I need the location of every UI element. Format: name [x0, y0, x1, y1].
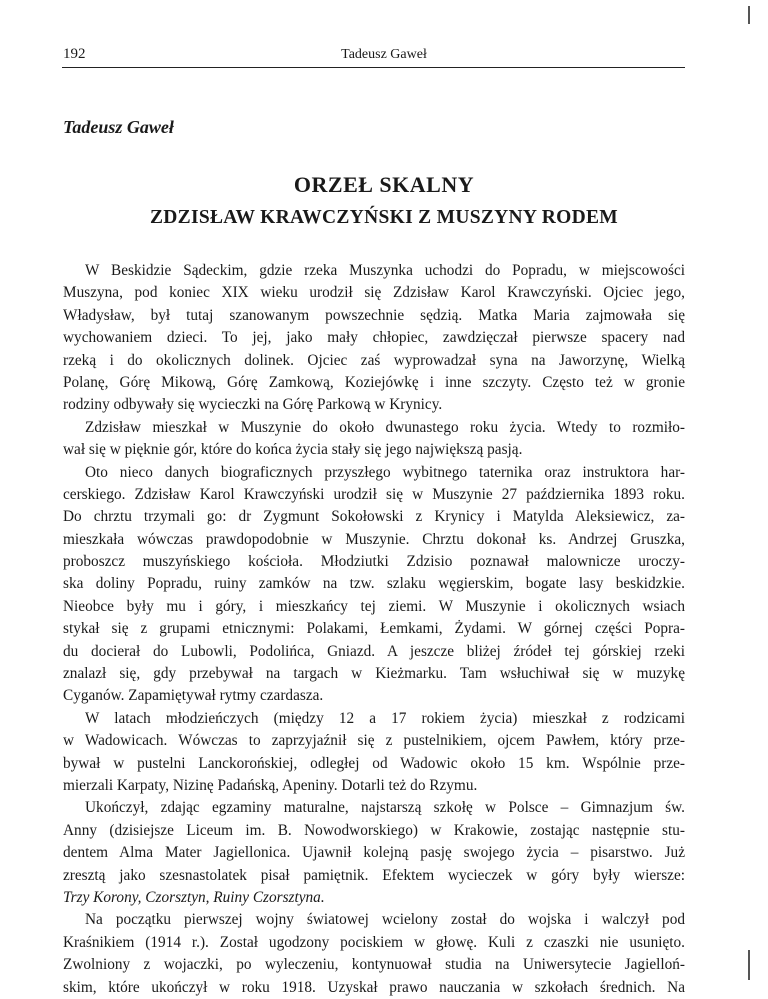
text-line-italic — [63, 887, 685, 909]
text-line: Cyganów. Zapamiętywał rytmy czardasza. — [63, 687, 324, 705]
text-line: wychowaniem dzieci. To jej, jako mały chłopiec, zawdzięczał pierwsze spacery nad — [63, 329, 685, 347]
text-line: wał się w pięknie gór, które do końca życia stały się jego największą pasją. — [63, 441, 523, 459]
text-line: stykał się z grupami etnicznymi: Polakami, Łemkami, Żydami. W górnej części Popra- — [63, 620, 685, 638]
text-line: ska doliny Popradu, ruiny zamków na tzw. szlaku węgierskim, bogate lasy beskidzkie. — [63, 575, 685, 593]
scan-edge-mark-bottom — [748, 950, 750, 980]
text-line: W latach młodzieńczych (między 12 a 17 rokiem życia) mieszkał z rodzicami — [85, 709, 685, 727]
text-line: bywał w pustelni Lanckorońskiej, odległej od Wadowic około 15 km. Wspólnie prze- — [63, 754, 685, 772]
body-text — [63, 260, 685, 999]
text-line: Na początku pierwszej wojny światowej wcielony został do wojska i walczył pod — [85, 911, 685, 929]
text-line: Nieobce były mu i góry, i mieszkańcy tej ziemi. W Muszynie i okolicznych wsiach — [63, 597, 685, 615]
text-line: zresztą jako szesnastolatek pisał pamiętnik. Efektem wycieczek w góry były wiersze: — [63, 866, 685, 884]
text-line: Do chrztu trzymali go: dr Zygmunt Sokołowski z Krynicy i Matylda Aleksiewicz, za- — [63, 508, 685, 526]
poem-titles: Trzy Korony, Czorsztyn, Ruiny Czorsztyna. — [63, 888, 325, 906]
text-line: dentem Alma Mater Jagiellonica. Ujawnił kolejną pasję swojego życia – pisarstwo. Już — [63, 844, 685, 862]
scan-edge-mark-top — [748, 6, 750, 24]
text-line: mierzali Karpaty, Nizinę Padańską, Apeniny. Dotarli też do Rzymu. — [63, 776, 478, 794]
text-line: du docierał do Lubowli, Podolińca, Gniazd. A jeszcze bliżej źródeł tej górskiej rzeki — [63, 642, 685, 660]
text-line: Zwolniony z wojaczki, po wyleczeniu, kontynuował studia na Uniwersytecie Jagielloń- — [63, 956, 685, 974]
text-line: w Wadowicach. Wówczas to zaprzyjaźnił się z pustelnikiem, ojcem Pawłem, który prze- — [63, 732, 685, 750]
article-author: Tadeusz Gaweł — [63, 117, 174, 137]
text-line: znalazł się, gdy przebywał na targach w Kieżmarku. Tam wsłuchiwał się w muzykę — [63, 665, 685, 683]
text-line: Kraśnikiem (1914 r.). Został ugodzony pociskiem w głowę. Kuli z czaszki nie usunięto. — [63, 933, 685, 951]
text-line: Ukończył, zdając egzaminy maturalne, najstarszą szkołę w Polsce – Gimnazjum św. — [85, 799, 685, 817]
text-line: W Beskidzie Sądeckim, gdzie rzeka Muszynka uchodzi do Popradu, w miejscowości — [85, 262, 685, 279]
text-line: Władysław, był tutaj szanowanym powszechnie sędzią. Matka Maria zajmowała się — [63, 306, 685, 324]
text-line: rodziny odbywały się wycieczki na Górę Parkową w Krynicy. — [63, 396, 443, 414]
text-line: Polanę, Górę Mikową, Górę Zamkową, Koziejówkę i inne szczyty. Często też w gronie — [63, 373, 685, 391]
text-line: cerskiego. Zdzisław Karol Krawczyński urodził się w Muszynie 27 października 1893 roku. — [63, 485, 685, 503]
header-rule — [62, 67, 685, 68]
page-number: 192 — [63, 46, 86, 62]
text-line: Anny (dzisiejsze Liceum im. B. Nowodworskiego) w Krakowie, zostając następnie stu- — [63, 821, 685, 839]
article-title: ORZEŁ SKALNY — [293, 172, 475, 197]
text-line: rzeką i do okolicznych dolinek. Ojciec zaś wyprowadzał syna na Jaworzynę, Wielką — [63, 351, 685, 369]
text-line: skim, które ukończył w roku 1918. Uzyskał prawo nauczania w szkołach średnich. Na — [63, 978, 685, 996]
text-line: Muszyna, pod koniec XIX wieku urodził się Zdzisław Karol Krawczyński. Ojciec jego, — [63, 284, 685, 302]
running-header: Tadeusz Gaweł — [341, 47, 427, 62]
text-line: mieszkała wówczas prawdopodobnie w Muszynie. Chrztu dokonał ks. Andrzej Gruszka, — [63, 530, 685, 548]
text-line: Zdzisław mieszkał w Muszynie do około dwunastego roku życia. Wtedy to rozmiło- — [85, 418, 685, 436]
article-subtitle: ZDZISŁAW KRAWCZYŃSKI Z MUSZYNY RODEM — [149, 207, 619, 228]
text-line: Oto nieco danych biograficznych przyszłego wybitnego taternika oraz instruktora har- — [85, 463, 685, 481]
text-line: proboszcz muszyńskiego kościoła. Młodziutki Zdzisio poznawał malownicze uroczy- — [63, 553, 685, 571]
